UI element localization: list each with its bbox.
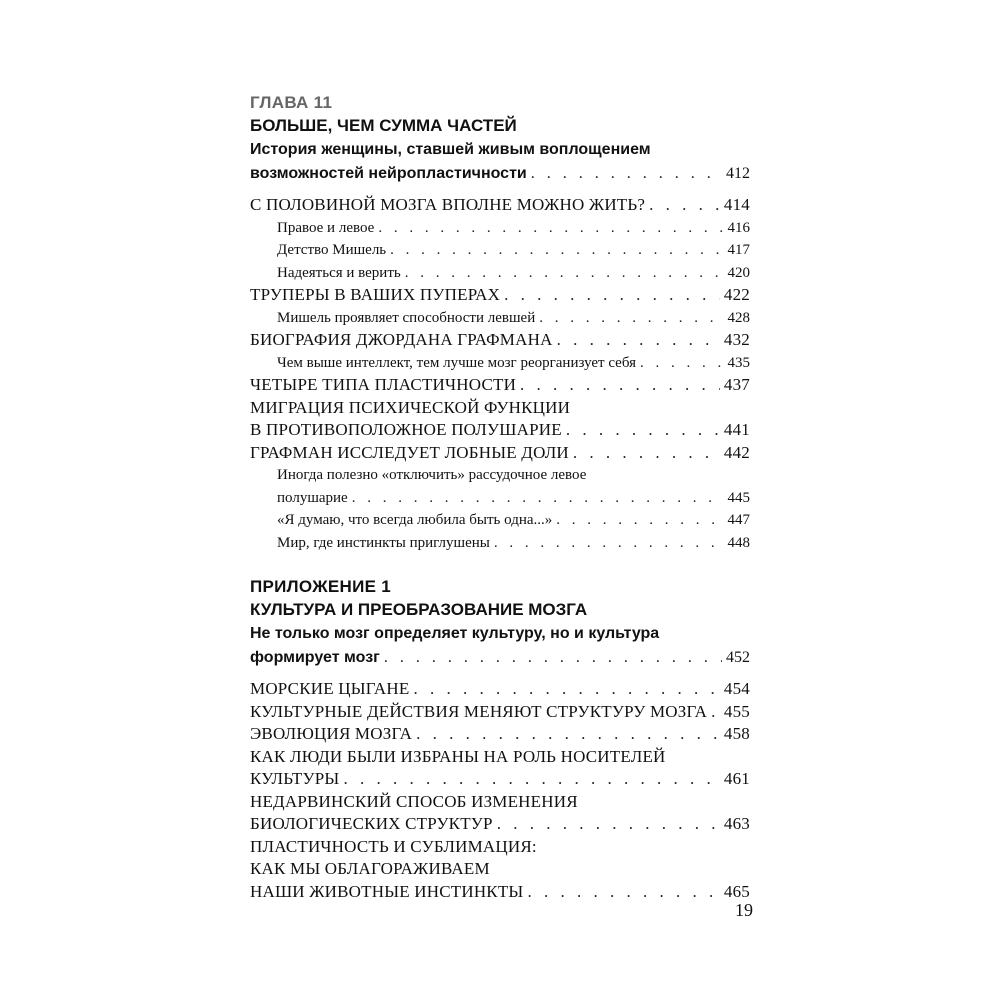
appendix-1-section <box>250 576 750 903</box>
dot-leader <box>640 352 724 375</box>
dot-leader <box>573 442 720 465</box>
toc-entry-text: НЕДАРВИНСКИЙ СПОСОБ ИЗМЕНЕНИЯ <box>250 791 578 811</box>
toc-entry-line <box>250 791 750 814</box>
toc-entry-line <box>250 217 750 240</box>
toc-entry-line <box>250 723 750 746</box>
toc-entry-line <box>250 487 750 510</box>
dot-leader <box>539 307 723 330</box>
page-ref: 441 <box>723 420 750 439</box>
page-ref: 445 <box>727 489 750 506</box>
chapter-intro <box>250 138 750 186</box>
toc-entry-text: ГРАФМАН ИССЛЕДУЕТ ЛОБНЫЕ ДОЛИ <box>250 442 569 462</box>
toc-entry-text: МИГРАЦИЯ ПСИХИЧЕСКОЙ ФУНКЦИИ <box>250 397 571 417</box>
toc-entry-text: Детство Мишель <box>277 242 387 258</box>
toc-entry-line <box>250 239 750 262</box>
page-ref: 452 <box>726 649 750 666</box>
dot-leader <box>520 374 720 397</box>
toc-entry-text: С ПОЛОВИНОЙ МОЗГА ВПОЛНЕ МОЖНО ЖИТЬ? <box>250 195 646 214</box>
dot-leader <box>384 646 722 670</box>
page-ref: 448 <box>727 534 750 551</box>
toc-entry-line <box>250 813 750 836</box>
page-ref: 420 <box>727 264 750 281</box>
toc-entry-line <box>250 509 750 532</box>
appendix-intro-line: Не только мозг определяет культуру, но и культура <box>250 625 660 642</box>
page-ref: 437 <box>723 375 750 394</box>
dot-leader <box>556 509 723 532</box>
dot-leader <box>390 239 723 262</box>
page-ref: 417 <box>727 242 750 258</box>
page-ref: 447 <box>727 512 750 528</box>
toc-entry-line <box>250 397 750 420</box>
dot-leader <box>405 262 724 285</box>
toc-entry-text: Мир, где инстинкты приглушены <box>277 534 490 551</box>
page-ref: 458 <box>723 724 750 743</box>
toc-entry-line <box>250 678 750 701</box>
toc-entry-line <box>250 262 750 285</box>
page-ref: 435 <box>727 354 750 371</box>
page-ref: 428 <box>727 309 750 326</box>
toc-entry-text: Мишель проявляет способности левшей <box>277 309 536 326</box>
toc-entry-text: КАК МЫ ОБЛАГОРАЖИВАЕМ <box>250 859 490 878</box>
page-ref: 461 <box>723 769 750 788</box>
dot-leader <box>352 487 724 510</box>
toc-entry-text: БИОЛОГИЧЕСКИХ СТРУКТУР <box>250 814 493 833</box>
toc-entry-line <box>250 374 750 397</box>
dot-leader <box>504 284 720 307</box>
toc-entry-line <box>250 442 750 465</box>
toc-entry-line <box>250 329 750 352</box>
toc-entry-text: ТРУПЕРЫ В ВАШИХ ПУПЕРАХ <box>250 285 501 304</box>
toc-entry-text: КУЛЬТУРЫ <box>250 769 340 788</box>
dot-leader <box>566 419 720 442</box>
toc-entry-line <box>250 768 750 791</box>
appendix-label: ПРИЛОЖЕНИЕ 1 <box>250 577 392 596</box>
dot-leader <box>343 768 719 791</box>
chapter-11-section <box>250 92 750 554</box>
toc-entries <box>250 194 750 554</box>
toc-entry-line <box>250 836 750 859</box>
dot-leader <box>497 813 720 836</box>
appendix-intro-last-line <box>250 646 750 670</box>
chapter-title: БОЛЬШЕ, ЧЕМ СУММА ЧАСТЕЙ <box>250 116 517 135</box>
appendix-intro <box>250 622 750 670</box>
chapter-intro-line: История женщины, ставшей живым воплощением <box>250 141 651 158</box>
dot-leader <box>557 329 720 352</box>
page-ref: 463 <box>723 814 750 833</box>
toc-entry-line <box>250 858 750 881</box>
dot-leader <box>527 881 719 904</box>
toc-entry-line <box>250 284 750 307</box>
dot-leader <box>494 532 724 555</box>
toc-entry-text: КУЛЬТУРНЫЕ ДЕЙСТВИЯ МЕНЯЮТ СТРУКТУРУ МОЗГА <box>250 701 708 721</box>
toc-entry-text: МОРСКИЕ ЦЫГАНЕ <box>250 679 410 698</box>
appendix-intro-line: формирует мозг <box>250 649 380 666</box>
toc-entry-line <box>250 532 750 555</box>
toc-entries <box>250 678 750 903</box>
page-ref: 414 <box>723 195 750 214</box>
chapter-intro-last-line <box>250 162 750 186</box>
page-ref: 416 <box>727 219 750 236</box>
appendix-title: КУЛЬТУРА И ПРЕОБРАЗОВАНИЕ МОЗГА <box>250 600 588 619</box>
chapter-intro-line: возможностей нейропластичности <box>250 165 527 182</box>
toc-entry-line <box>250 194 750 217</box>
toc-entry-line <box>250 746 750 769</box>
toc-entry-text: Надеяться и верить <box>277 264 401 281</box>
toc-entry-line <box>250 419 750 442</box>
toc-entry-text: Правое и левое <box>277 219 375 236</box>
toc-entry-line <box>250 352 750 375</box>
toc-entry-text: полушарие <box>277 489 348 506</box>
dot-leader <box>531 162 722 186</box>
toc-entry-text: ЧЕТЫРЕ ТИПА ПЛАСТИЧНОСТИ <box>250 375 517 394</box>
page-ref: 442 <box>723 442 750 462</box>
dot-leader <box>413 678 719 701</box>
toc-entry-line <box>250 701 750 724</box>
toc-entry-text: В ПРОТИВОПОЛОЖНОЕ ПОЛУШАРИЕ <box>250 420 562 439</box>
dot-leader <box>711 701 720 724</box>
page-ref: 432 <box>723 330 750 349</box>
toc-entry-line <box>250 307 750 330</box>
toc-entry-text: ПЛАСТИЧНОСТЬ И СУБЛИМАЦИЯ: <box>250 836 537 856</box>
page-ref: 465 <box>723 881 750 901</box>
toc-entry-text: КАК ЛЮДИ БЫЛИ ИЗБРАНЫ НА РОЛЬ НОСИТЕЛЕЙ <box>250 746 666 766</box>
toc-entry-text: «Я думаю, что всегда любила быть одна...» <box>277 512 553 528</box>
toc-entry-line <box>250 881 750 904</box>
toc-entry-line <box>250 464 750 487</box>
toc-entry-text: Иногда полезно «отключить» рассудочное левое <box>277 467 587 483</box>
page-ref: 412 <box>726 165 750 182</box>
page-ref: 454 <box>723 679 750 698</box>
page-ref: 455 <box>723 701 750 721</box>
table-of-contents <box>250 92 750 903</box>
toc-entry-text: БИОГРАФИЯ ДЖОРДАНА ГРАФМАНА <box>250 330 553 349</box>
dot-leader <box>416 723 720 746</box>
dot-leader <box>649 194 720 217</box>
page-ref: 422 <box>723 285 750 304</box>
toc-entry-text: НАШИ ЖИВОТНЫЕ ИНСТИНКТЫ <box>250 881 524 901</box>
toc-entry-text: Чем выше интеллект, тем лучше мозг реорганизует себя <box>277 354 636 371</box>
dot-leader <box>378 217 723 240</box>
toc-entry-text: ЭВОЛЮЦИЯ МОЗГА <box>250 724 413 743</box>
page-number: 19 <box>735 900 753 920</box>
chapter-label: ГЛАВА 11 <box>250 93 333 112</box>
